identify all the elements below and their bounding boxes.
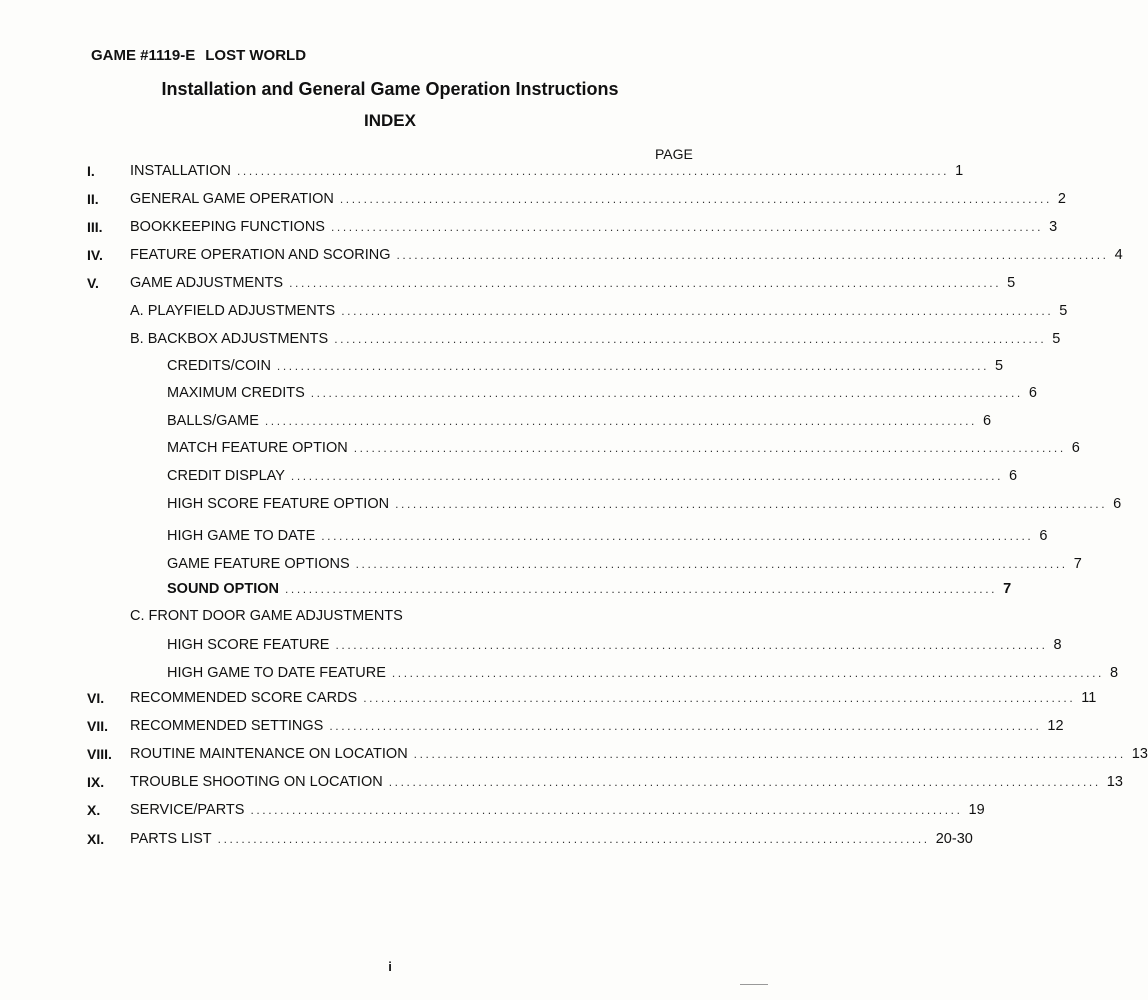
toc-entry-label: HIGH SCORE FEATURE	[167, 637, 330, 653]
toc-row	[0, 526, 1048, 546]
toc-entry-label: RECOMMENDED SCORE CARDS	[130, 690, 358, 706]
toc-row	[0, 688, 1097, 708]
toc-page-number: 1	[955, 163, 964, 179]
toc-section-number: III.	[87, 219, 103, 235]
toc-row	[0, 383, 1037, 403]
toc-entry-label: FEATURE OPERATION AND SCORING	[130, 247, 391, 263]
toc-page-number: 19	[968, 802, 985, 818]
dot-leader: ........................................................................................................................	[276, 359, 989, 373]
toc-page-number: 6	[1113, 496, 1122, 512]
toc-row	[0, 438, 1080, 458]
toc-row	[0, 800, 985, 820]
dot-leader: ........................................................................................................................	[413, 747, 1126, 761]
game-name: LOST WORLD	[205, 47, 307, 64]
dot-leader: ........................................................................................................................	[290, 469, 1003, 483]
dot-leader: ........................................................................................................................	[396, 248, 1109, 262]
toc-page-number: 7	[1073, 556, 1082, 572]
game-title	[91, 47, 306, 64]
toc-section-number: X.	[87, 802, 101, 818]
toc-entry-label: MATCH FEATURE OPTION	[167, 440, 348, 456]
dot-leader: ........................................................................................................................	[217, 832, 930, 846]
toc-entry-label: HIGH GAME TO DATE	[167, 528, 316, 544]
toc-page-number: 13	[1106, 774, 1123, 790]
dot-leader: ........................................................................................................................	[329, 719, 1042, 733]
toc-page-number: 7	[1003, 581, 1012, 597]
dot-leader: ........................................................................................................................	[341, 304, 1054, 318]
toc-entry-label: INSTALLATION	[130, 163, 231, 179]
toc-page-number: 6	[982, 413, 992, 429]
dot-leader: ........................................................................................................................	[353, 441, 1066, 455]
toc-row	[0, 273, 1016, 293]
toc-row	[0, 635, 1062, 655]
toc-page-number: 5	[1059, 303, 1068, 319]
dot-leader: ........................................................................................................................	[321, 529, 1034, 543]
toc-row	[0, 829, 973, 849]
toc-entry-label: PARTS LIST	[130, 831, 212, 847]
toc-row	[0, 411, 992, 431]
toc-entry-label: HIGH GAME TO DATE FEATURE	[167, 665, 386, 681]
toc-section-number: I.	[87, 163, 95, 179]
toc-page-number: 5	[1007, 275, 1016, 291]
toc-page-number: 6	[1028, 385, 1037, 401]
toc-section-number: IV.	[87, 247, 103, 263]
toc-row	[0, 356, 1004, 376]
dot-leader: ........................................................................................................................	[395, 497, 1108, 511]
toc-entry-label: BALLS/GAME	[167, 413, 259, 429]
dot-leader: ........................................................................................................................	[391, 666, 1104, 680]
toc-row	[0, 663, 1119, 683]
toc-page-number: 12	[1047, 718, 1064, 734]
toc-row	[0, 716, 1064, 736]
toc-row	[0, 217, 1058, 237]
toc-page-number: 13	[1131, 746, 1148, 762]
toc-section-number: XI.	[87, 831, 105, 847]
dot-leader: ........................................................................................................................	[339, 192, 1052, 206]
dot-leader: ........................................................................................................................	[335, 638, 1048, 652]
toc-entry-label: C. FRONT DOOR GAME ADJUSTMENTS	[130, 608, 403, 624]
toc-entry-label: ROUTINE MAINTENANCE ON LOCATION	[130, 746, 408, 762]
toc-row	[0, 772, 1123, 792]
page-column-label: PAGE	[655, 146, 693, 162]
toc-page-number: 8	[1053, 637, 1062, 653]
toc-page-number: 6	[1039, 528, 1048, 544]
toc-page-number: 3	[1049, 219, 1058, 235]
dot-leader: ........................................................................................................................	[289, 276, 1002, 290]
toc-row	[0, 744, 1148, 764]
toc-row	[0, 554, 1082, 574]
dot-leader: ........................................................................................................................	[236, 164, 950, 178]
toc-section-number: VII.	[87, 718, 109, 734]
toc-entry-label: A. PLAYFIELD ADJUSTMENTS	[130, 303, 336, 319]
toc-entry-label: BOOKKEEPING FUNCTIONS	[130, 219, 325, 235]
toc-entry-label: SOUND OPTION	[167, 581, 279, 597]
toc-section-number: II.	[87, 191, 99, 207]
document-title: Installation and General Game Operation Instructions	[161, 79, 619, 99]
toc-entry-label: CREDIT DISPLAY	[167, 468, 285, 484]
toc-page-number: 11	[1081, 690, 1097, 706]
toc-row	[0, 466, 1018, 486]
toc-section-number: VI.	[87, 690, 105, 706]
toc-entry-label: RECOMMENDED SETTINGS	[130, 718, 324, 734]
dot-leader: ........................................................................................................................	[284, 582, 998, 596]
dot-leader: ........................................................................................................................	[330, 220, 1044, 234]
toc-entry-label: SERVICE/PARTS	[130, 802, 245, 818]
toc-page-number: 6	[1009, 468, 1018, 484]
toc-page-number: 5	[995, 358, 1004, 374]
toc-entry-label: CREDITS/COIN	[167, 358, 271, 374]
toc-row	[0, 161, 964, 181]
dot-leader: ........................................................................................................................	[363, 691, 1076, 705]
toc-row	[0, 579, 1012, 599]
toc-row	[0, 301, 1068, 321]
toc-row	[0, 245, 1123, 265]
toc-row	[0, 606, 773, 626]
toc-entry-label: GAME FEATURE OPTIONS	[167, 556, 350, 572]
toc-page-number: 2	[1057, 191, 1066, 207]
dot-leader: ........................................................................................................................	[250, 803, 963, 817]
toc-page-number: 20-30	[935, 831, 973, 847]
toc-entry-label: MAXIMUM CREDITS	[167, 385, 305, 401]
page-number: i	[388, 959, 392, 974]
toc-page-number: 4	[1114, 247, 1123, 263]
toc-entry-label: GENERAL GAME OPERATION	[130, 191, 334, 207]
toc-page-number: 5	[1052, 331, 1061, 347]
dot-leader: ........................................................................................................................	[334, 332, 1047, 346]
toc-row	[0, 189, 1066, 209]
index-heading: INDEX	[364, 111, 416, 130]
toc-row	[0, 329, 1061, 349]
dot-leader: ........................................................................................................................	[264, 414, 977, 428]
toc-entry-label: TROUBLE SHOOTING ON LOCATION	[130, 774, 383, 790]
game-number: GAME #1119-E	[91, 47, 196, 64]
dot-leader: ........................................................................................................................	[355, 557, 1068, 571]
toc-entry-label: B. BACKBOX ADJUSTMENTS	[130, 331, 329, 347]
dot-leader: ........................................................................................................................	[388, 775, 1101, 789]
dot-leader: ........................................................................................................................	[310, 386, 1023, 400]
scan-edge-mark	[740, 984, 768, 985]
toc-page-number: 6	[1071, 440, 1080, 456]
toc-section-number: V.	[87, 275, 99, 291]
toc-entry-label: HIGH SCORE FEATURE OPTION	[167, 496, 390, 512]
toc-section-number: VIII.	[87, 746, 112, 762]
toc-page-number: 8	[1109, 665, 1119, 681]
toc-section-number: IX.	[87, 774, 105, 790]
toc-entry-label: GAME ADJUSTMENTS	[130, 275, 284, 291]
toc-row	[0, 494, 1122, 514]
